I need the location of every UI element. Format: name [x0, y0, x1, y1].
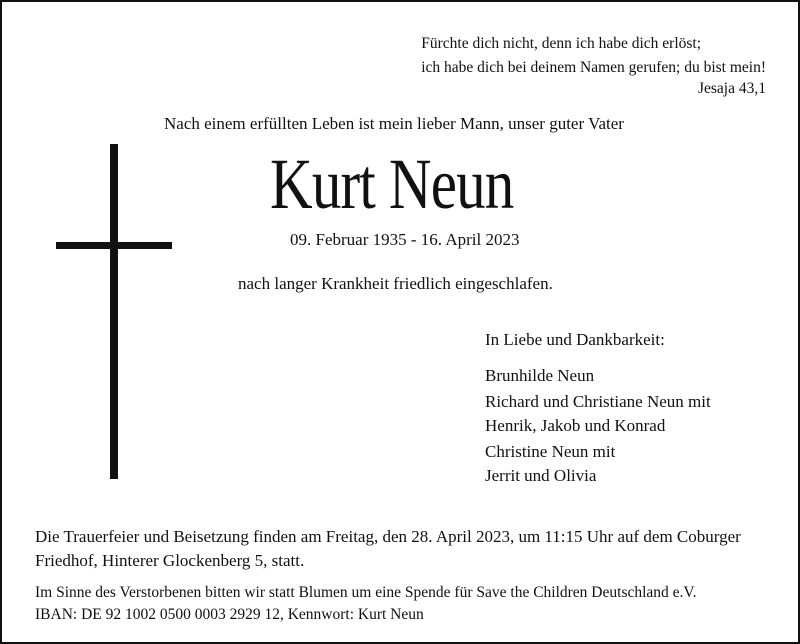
verse-reference: Jesaja 43,1 — [697, 80, 766, 97]
family-member: Brunhilde Neun — [485, 366, 595, 385]
bible-verse — [421, 32, 766, 80]
donation-notice — [35, 582, 697, 626]
family-member: Richard und Christiane Neun mit — [485, 392, 711, 411]
funeral-line-2: Friedhof, Hinterer Glockenberg 5, statt. — [35, 551, 305, 570]
verse-line-2: ich habe dich bei deinem Namen gerufen; du bist mein! — [421, 59, 766, 76]
family-group-3 — [485, 440, 711, 488]
family-group-2 — [485, 390, 711, 438]
family-member: Christine Neun mit — [485, 442, 616, 461]
family-member: Jerrit und Olivia — [485, 466, 597, 485]
intro-text: Nach einem erfüllten Leben ist mein lieber Mann, unser guter Vater — [164, 114, 624, 133]
life-dates: 09. Februar 1935 - 16. April 2023 — [290, 230, 520, 249]
cross-icon-bar — [56, 242, 172, 249]
signature-intro: In Liebe und Dankbarkeit: — [485, 330, 665, 349]
deceased-name: Kurt Neun — [270, 144, 514, 224]
cross-icon — [110, 144, 118, 479]
funeral-notice — [35, 525, 741, 573]
passing-phrase: nach langer Krankheit friedlich eingeschlafen. — [238, 274, 553, 293]
verse-line-1: Fürchte dich nicht, denn ich habe dich erlöst; — [421, 35, 702, 52]
donation-line-1: Im Sinne des Verstorbenen bitten wir statt Blumen um eine Spende für Save the Children Deutschland e.V. — [35, 584, 697, 601]
funeral-line-1: Die Trauerfeier und Beisetzung finden am Freitag, den 28. April 2023, um 11:15 Uhr auf dem Coburger — [35, 527, 741, 546]
family-list — [485, 364, 711, 490]
family-group-1 — [485, 364, 711, 388]
family-member: Henrik, Jakob und Konrad — [485, 416, 666, 435]
donation-line-2: IBAN: DE 92 1002 0500 0003 2929 12, Kennwort: Kurt Neun — [35, 606, 424, 623]
